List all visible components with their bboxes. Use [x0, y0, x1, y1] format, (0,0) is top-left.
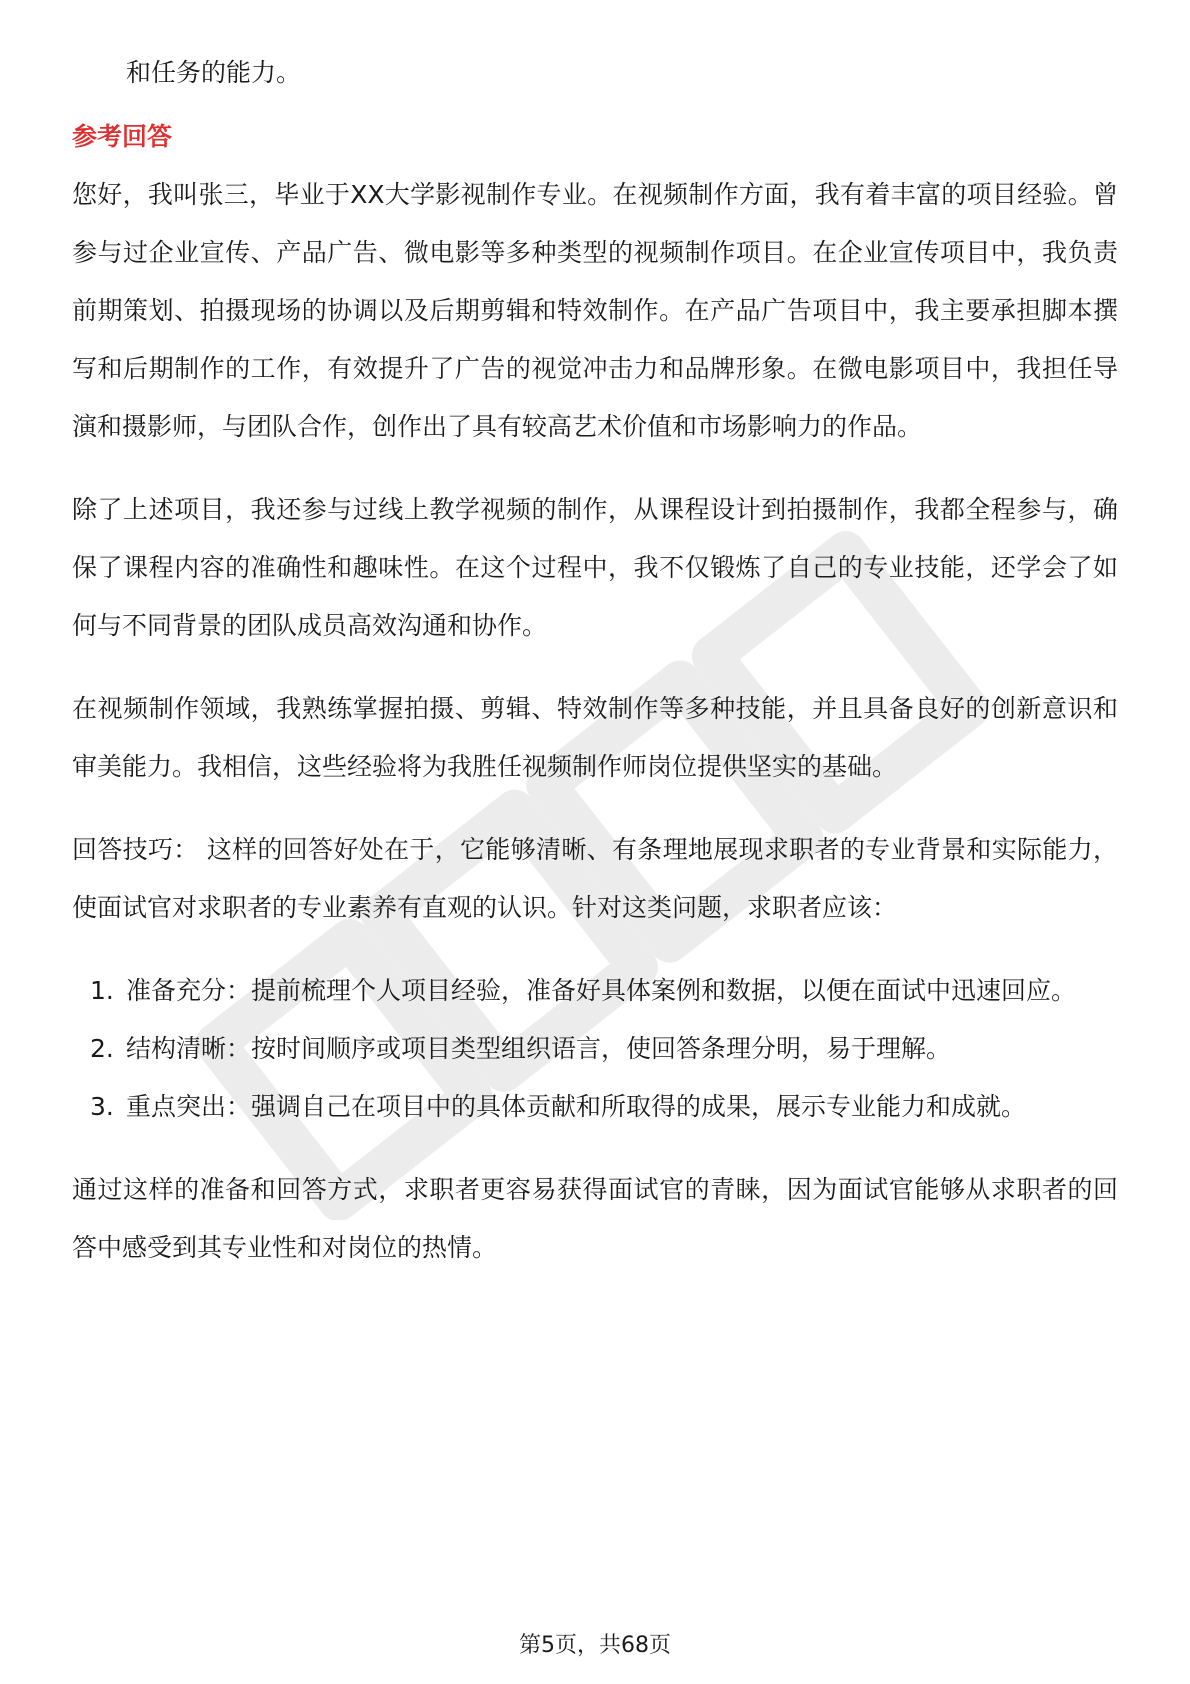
continuation-text: 和任务的能力。	[126, 58, 302, 87]
section-title: 参考回答	[72, 122, 173, 151]
list-item	[72, 962, 1118, 1020]
list-item	[72, 1078, 1118, 1136]
answer-paragraph-1: 您好，我叫张三，毕业于XX大学影视制作专业。在视频制作方面，我有着丰富的项目经验。曾参与过企业宣传、产品广告、微电影等多种类型的视频制作项目。在企业宣传项目中，我负责前期策划、拍摄现场的协调以及后期剪辑和特效制作。在产品广告项目中，我主要承担脚本撰写和后期制作的工作，有效提升了广告的视觉冲击力和品牌形象。在微电影项目中，我担任导演和摄影师，与团队合作，创作出了具有较高艺术价值和市场影响力的作品。	[72, 180, 1118, 441]
list-number: 3.	[90, 1092, 114, 1121]
page-footer: 第5页，共68页	[519, 1633, 671, 1658]
tips-intro-paragraph: 回答技巧： 这样的回答好处在于，它能够清晰、有条理地展现求职者的专业背景和实际能力，使面试官对求职者的专业素养有直观的认识。针对这类问题，求职者应该：	[72, 835, 1118, 922]
tips-list	[72, 962, 1118, 1136]
list-item-text: 准备充分：提前梳理个人项目经验，准备好具体案例和数据，以便在面试中迅速回应。	[126, 976, 1077, 1005]
closing-paragraph: 通过这样的准备和回答方式，求职者更容易获得面试官的青睐，因为面试官能够从求职者的回答中感受到其专业性和对岗位的热情。	[72, 1175, 1118, 1262]
list-item	[72, 1020, 1118, 1078]
list-number: 1.	[90, 976, 114, 1005]
list-number: 2.	[90, 1034, 114, 1063]
list-item-text: 重点突出：强调自己在项目中的具体贡献和所取得的成果，展示专业能力和成就。	[126, 1092, 1027, 1121]
list-item-text: 结构清晰：按时间顺序或项目类型组织语言，使回答条理分明，易于理解。	[126, 1034, 952, 1063]
answer-paragraph-2: 除了上述项目，我还参与过线上教学视频的制作，从课程设计到拍摄制作，我都全程参与，确保了课程内容的准确性和趣味性。在这个过程中，我不仅锻炼了自己的专业技能，还学会了如何与不同背景的团队成员高效沟通和协作。	[72, 495, 1118, 640]
content-area	[72, 44, 1118, 1277]
answer-paragraph-3: 在视频制作领域，我熟练掌握拍摄、剪辑、特效制作等多种技能，并且具备良好的创新意识和审美能力。我相信，这些经验将为我胜任视频制作师岗位提供坚实的基础。	[72, 694, 1118, 781]
